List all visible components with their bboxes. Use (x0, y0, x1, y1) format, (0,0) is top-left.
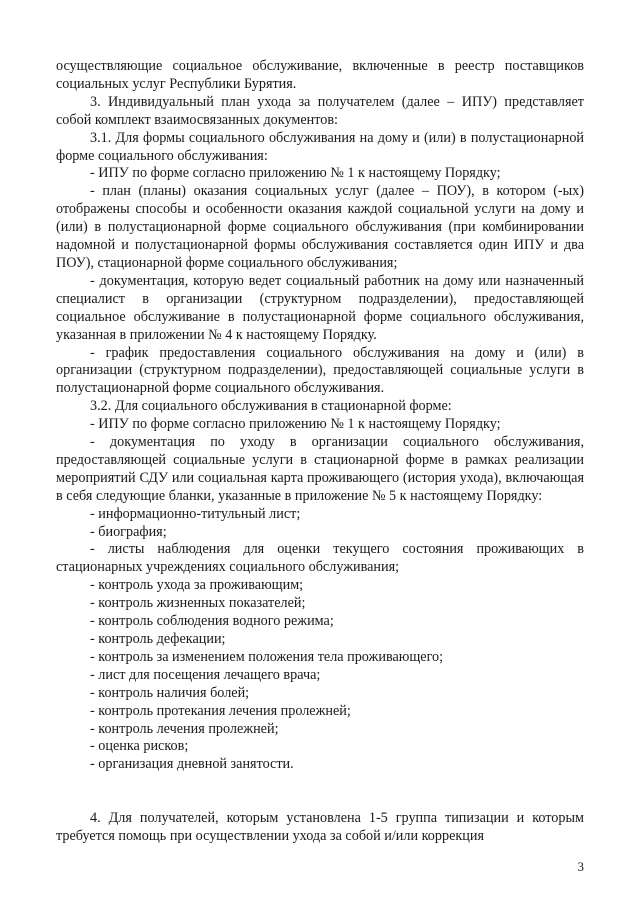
paragraph: осуществляющие социальное обслуживание, включенные в реестр поставщиков социальных услуг Республики Бурятия. (56, 58, 584, 92)
paragraph: - лист для посещения лечащего врача; (90, 666, 321, 683)
paragraph: - документация по уходу в организации социального обслуживания, предоставляющей социальные услуги в стационарной форме в рамках реализации мероприятий СДУ или социальная карта проживающего (история ухода), включающая в себя следующие бланки, указанные в приложение № 5 к настоящему Порядку: (56, 434, 584, 504)
paragraph: - организация дневной занятости. (90, 756, 294, 773)
paragraph: - ИПУ по форме согласно приложению № 1 к настоящему Порядку; (90, 165, 501, 182)
paragraph: - контроль жизненных показателей; (90, 595, 306, 612)
paragraph: - контроль ухода за проживающим; (90, 577, 304, 594)
paragraph: - контроль соблюдения водного режима; (90, 613, 334, 630)
paragraph: 3. Индивидуальный план ухода за получателем (далее – ИПУ) представляет собой комплект взаимосвязанных документов: (56, 93, 584, 128)
paragraph: - документация, которую ведет социальный работник на дому или назначенный специалист в организации (структурном подразделении), предоставляющей социальное обслуживание в полустационарной форме социального обслуживания, указанная в приложении № 4 к настоящему Порядку. (56, 272, 584, 343)
paragraph: - оценка рисков; (90, 738, 189, 755)
paragraph: - контроль дефекации; (90, 631, 226, 647)
document-body (56, 58, 584, 846)
paragraph: - контроль наличия болей; (90, 684, 250, 701)
paragraph: 3.2. Для социального обслуживания в стационарной форме: (90, 398, 452, 415)
paragraph-gap (56, 774, 584, 810)
paragraph: 3.1. Для формы социального обслуживания на дому и (или) в полустационарной форме социального обслуживания: (56, 129, 584, 164)
page-number: 3 (577, 859, 584, 874)
paragraph: - контроль за изменением положения тела проживающего; (90, 648, 444, 665)
paragraph: - биография; (90, 523, 167, 540)
paragraph: - ИПУ по форме согласно приложению № 1 к настоящему Порядку; (90, 416, 501, 433)
paragraph: - план (планы) оказания социальных услуг (далее – ПОУ), в котором (-ых) отображены способы и особенности оказания каждой социальной услуги на дому и (или) в полустационарной форме социального обслуживания (при комбинировании надомной и полустационарной формы обслуживания составляется один ИПУ и два ПОУ), стационарной форме социального обслуживания; (56, 183, 584, 271)
paragraph: - листы наблюдения для оценки текущего состояния проживающих в стационарных учреждениях социального обслуживания; (56, 541, 584, 576)
paragraph: - контроль лечения пролежней; (90, 720, 279, 737)
paragraph: - информационно-титульный лист; (90, 505, 301, 522)
closing-paragraph: 4. Для получателей, которым установлена 1-5 группа типизации и которым требуется помощь при осуществлении ухода за собой и/или коррекция (56, 810, 584, 845)
paragraph: - контроль протекания лечения пролежней; (90, 702, 351, 719)
paragraph: - график предоставления социального обслуживания на дому и (или) в организации (структурном подразделении), предоставляющей социальные услуги в полустационарной форме социального обслуживания. (56, 344, 584, 397)
